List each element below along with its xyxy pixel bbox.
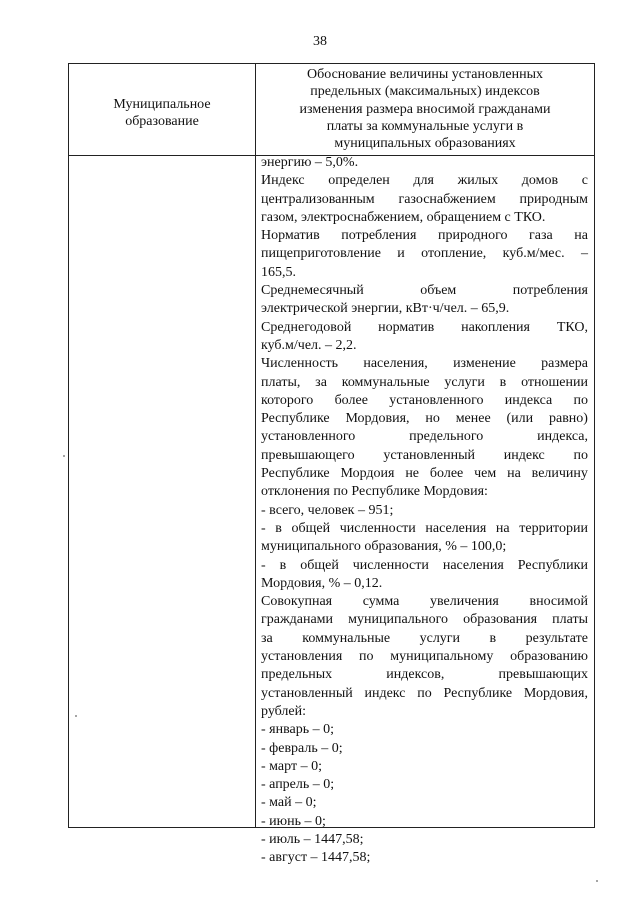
- text-line: Среднегодовой норматив накопления ТКО,: [261, 319, 588, 335]
- text-line: - январь – 0;: [261, 722, 335, 738]
- text-line: которого более установленного индекса по: [261, 392, 588, 408]
- header-municipality-line: образование: [125, 113, 199, 129]
- scan-speck: [75, 715, 77, 717]
- text-line: - в общей численности населения Республики: [261, 557, 588, 573]
- text-line: - февраль – 0;: [261, 740, 343, 756]
- text-line: рублей:: [261, 703, 306, 719]
- text-line: - август – 1447,58;: [261, 850, 371, 866]
- justification-text: [261, 154, 588, 868]
- text-line: куб.м/чел. – 2,2.: [261, 337, 357, 353]
- header-justification: [256, 66, 594, 152]
- text-line: Среднемесячный объем потребления: [261, 283, 588, 299]
- header-municipality: [69, 64, 255, 155]
- column-divider: [255, 64, 256, 827]
- text-line: Совокупная сумма увеличения вносимой: [261, 594, 588, 610]
- header-municipality-line: Муниципальное: [113, 96, 211, 112]
- text-line: установленного предельного индекса,: [261, 429, 588, 445]
- text-line: - июль – 1447,58;: [261, 831, 364, 847]
- header-justification-line: Обоснование величины установленных: [306, 67, 543, 82]
- scan-speck: [63, 455, 65, 457]
- text-line: Мордовия, % – 0,12.: [261, 575, 383, 591]
- text-line: централизованным газоснабжением природным: [261, 191, 588, 207]
- text-line: энергию – 5,0%.: [261, 155, 359, 170]
- header-justification-line: платы за коммунальные услуги в: [326, 118, 524, 134]
- header-justification-line: предельных (максимальных) индексов: [310, 84, 540, 100]
- text-line: - март – 0;: [261, 758, 322, 774]
- text-line: за коммунальные услуги в результате: [261, 630, 588, 646]
- text-line: Численность населения, изменение размера: [261, 356, 588, 372]
- scan-speck: [596, 880, 598, 882]
- justification-table: [68, 63, 595, 866]
- text-line: платы, за коммунальные услуги в отношении: [261, 374, 588, 390]
- text-line: - июнь – 0;: [261, 813, 326, 829]
- text-line: Норматив потребления природного газа на: [261, 228, 588, 244]
- text-line: пищеприготовление и отопление, куб.м/мес. –: [261, 246, 588, 262]
- text-line: Республике Мордовия, но менее (или равно): [261, 411, 588, 427]
- text-line: - май – 0;: [261, 795, 317, 811]
- text-line: - апрель – 0;: [261, 777, 335, 793]
- header-justification-line: муниципальных образованиях: [334, 136, 516, 152]
- header-justification-line: изменения размера вносимой гражданами: [299, 101, 551, 117]
- text-line: муниципального образования, % – 100,0;: [261, 539, 507, 555]
- text-line: отклонения по Республике Мордовия:: [261, 484, 488, 500]
- text-line: установления по муниципальному образованию: [261, 649, 588, 665]
- text-line: газом, электроснабжением, обращением с ТКО.: [261, 209, 546, 225]
- page-number: 38: [313, 34, 327, 49]
- text-line: предельных индексов, превышающих: [261, 667, 588, 683]
- text-line: электрической энергии, кВт·ч/чел. – 65,9.: [261, 301, 510, 317]
- text-line: превышающего установленный индекс по: [261, 447, 588, 463]
- text-line: Республике Мордоия не более чем на величину: [261, 466, 588, 482]
- text-line: Индекс определен для жилых домов с: [261, 173, 588, 189]
- text-line: установленный индекс по Республике Мордовия,: [261, 685, 588, 701]
- text-line: - в общей численности населения на территории: [261, 520, 588, 536]
- text-line: - всего, человек – 951;: [261, 502, 394, 518]
- text-line: 165,5.: [261, 264, 296, 280]
- text-line: гражданами муниципального образования платы: [261, 612, 588, 628]
